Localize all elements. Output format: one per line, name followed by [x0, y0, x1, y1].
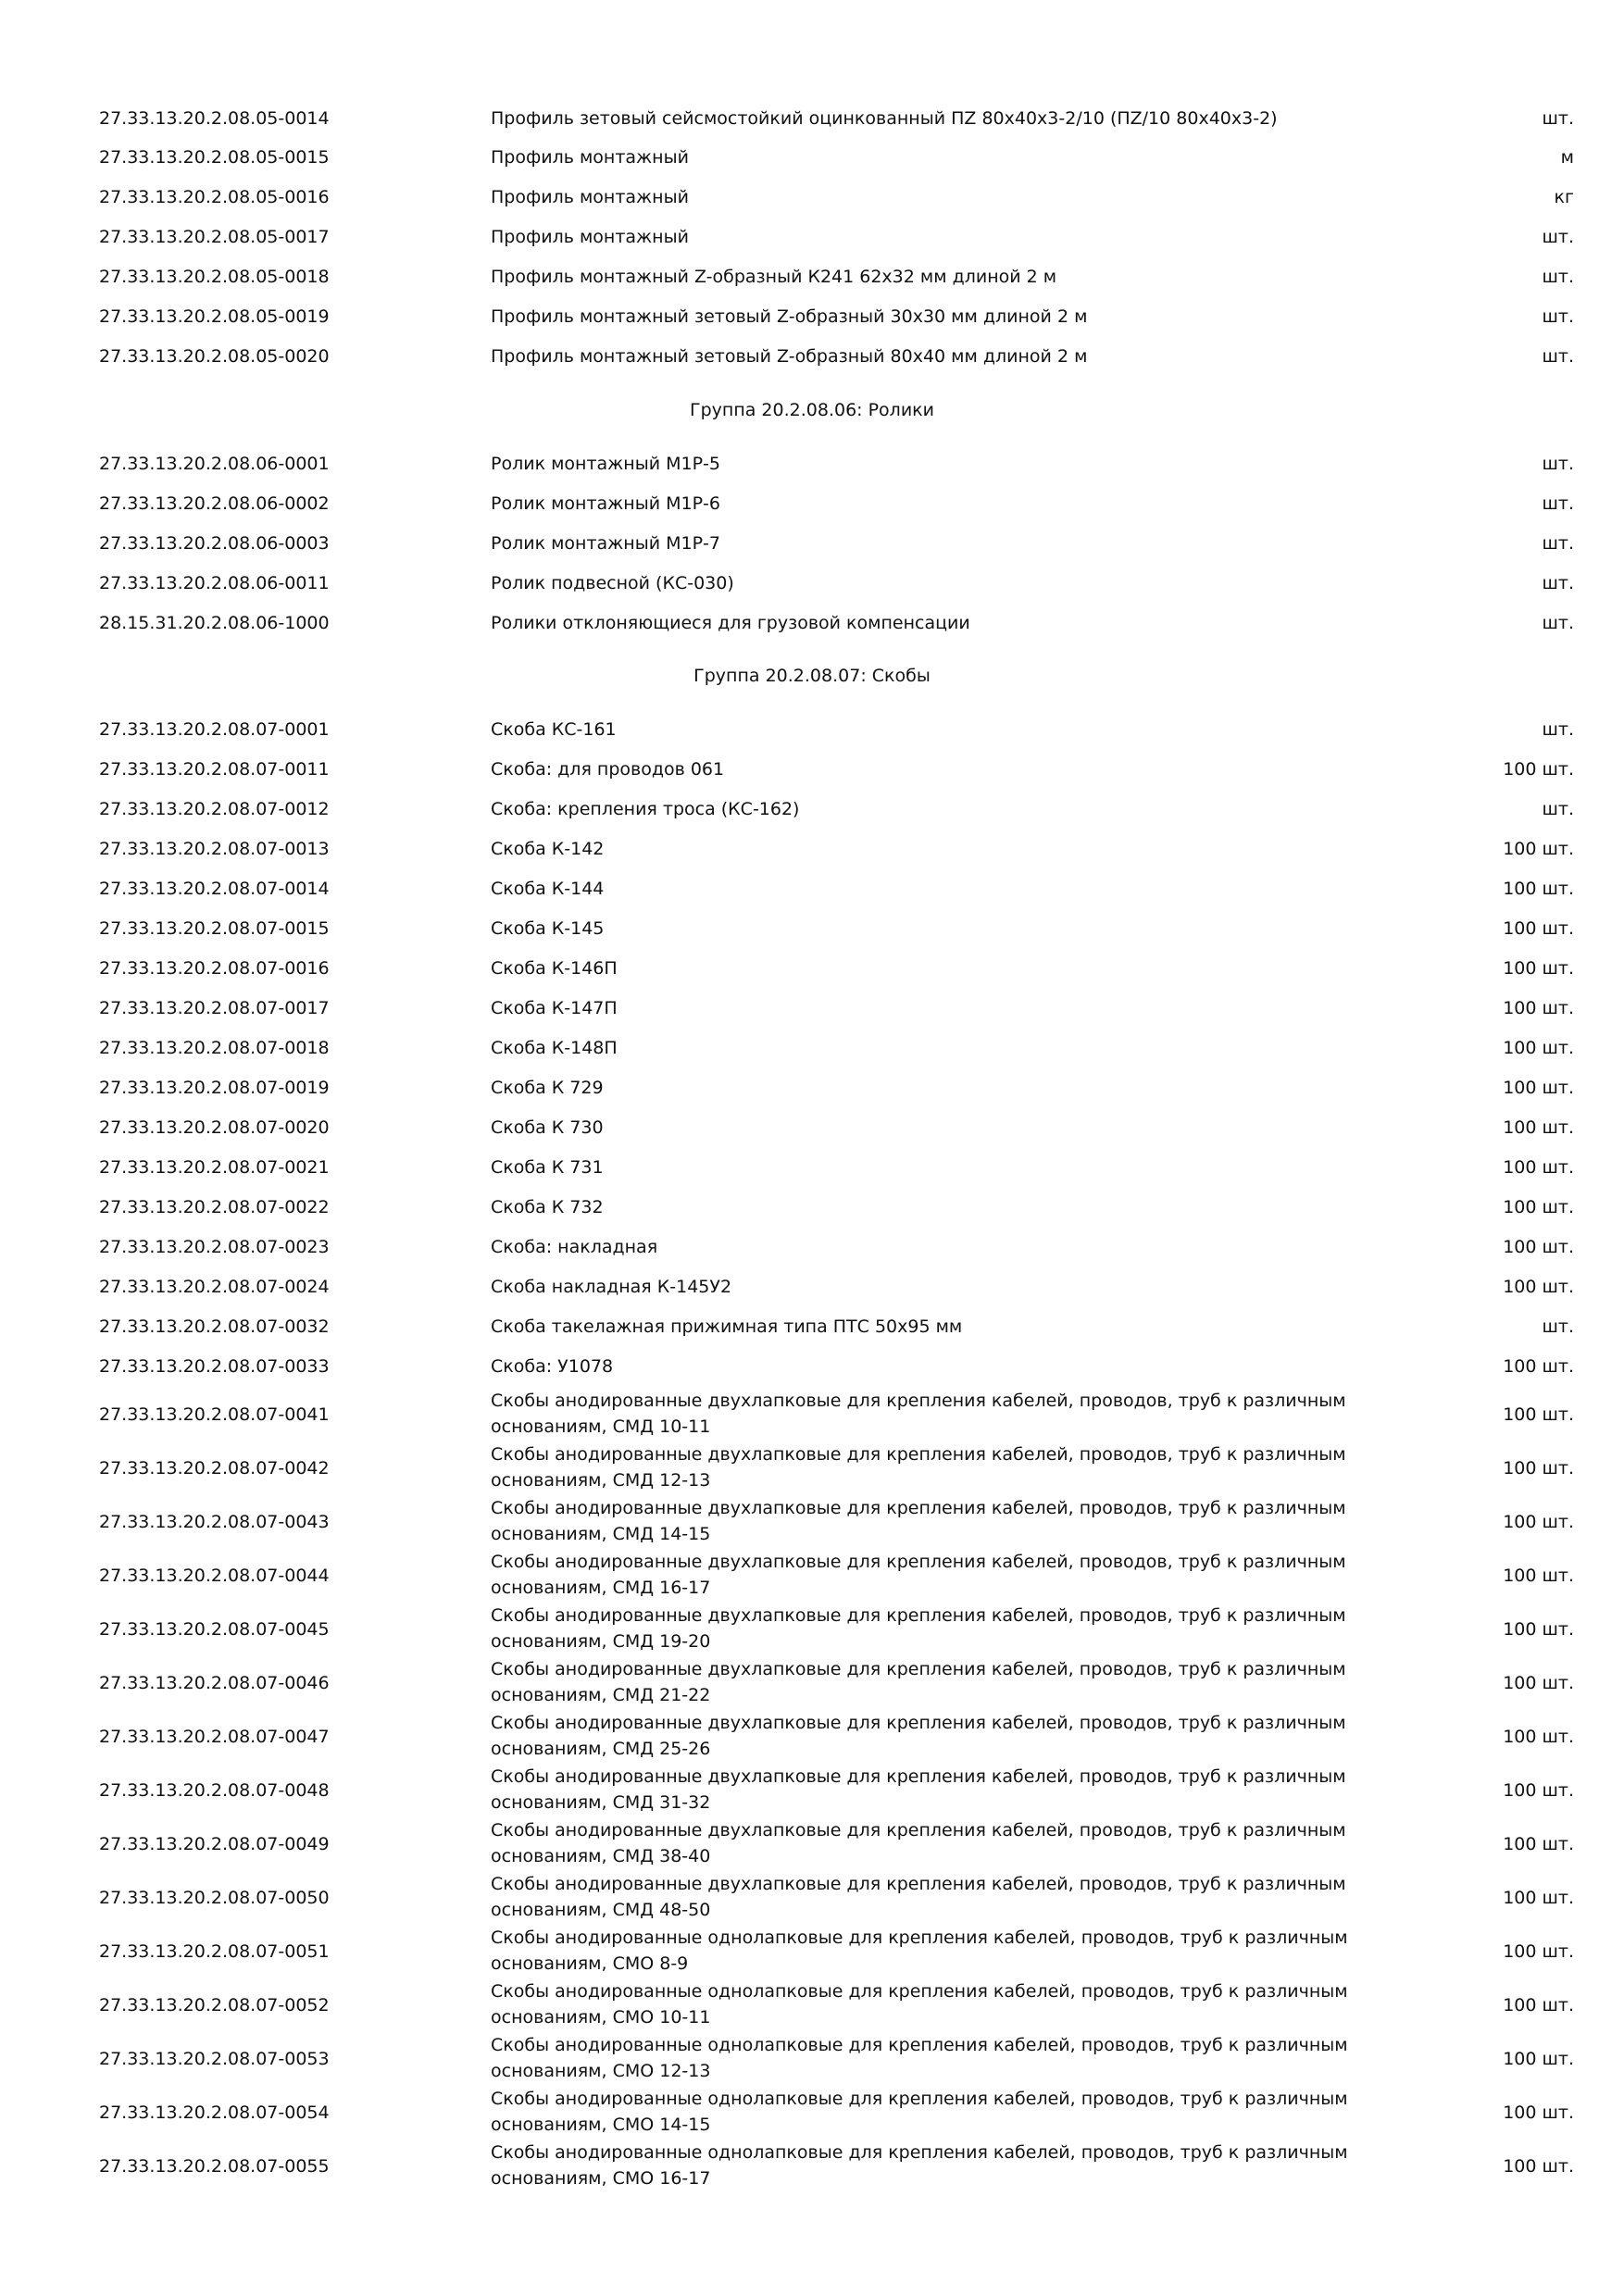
item-name: Скобы анодированные однолапковые для крепления кабелей, проводов, труб к различным основаниям, СМО 12-13 — [491, 2035, 1348, 2081]
item-code: 27.33.13.20.2.08.05-0014 — [99, 108, 330, 129]
item-name: Скобы анодированные двухлапковые для крепления кабелей, проводов, труб к различным основаниям, СМД 38-40 — [491, 1820, 1346, 1866]
item-name: Профиль монтажный зетовый Z-образный 80х40 мм длиной 2 м — [491, 346, 1088, 367]
table-row — [0, 2086, 1624, 2140]
item-code: 27.33.13.20.2.08.07-0041 — [99, 1404, 330, 1425]
item-unit: шт. — [1542, 346, 1574, 367]
item-code: 27.33.13.20.2.08.07-0043 — [99, 1512, 330, 1532]
item-unit: 100 шт. — [1503, 1078, 1574, 1098]
item-unit: 100 шт. — [1503, 1038, 1574, 1058]
item-code: 27.33.13.20.2.08.07-0053 — [99, 2049, 330, 2069]
item-unit: м — [1560, 147, 1574, 168]
item-code: 27.33.13.20.2.08.06-0002 — [99, 493, 330, 514]
table-row — [0, 1871, 1624, 1925]
item-code: 27.33.13.20.2.08.07-0024 — [99, 1277, 330, 1297]
item-name: Ролик монтажный М1Р-7 — [491, 533, 720, 554]
item-unit: 100 шт. — [1503, 958, 1574, 979]
item-code: 27.33.13.20.2.08.07-0050 — [99, 1888, 330, 1908]
item-unit: кг — [1554, 187, 1574, 207]
item-name: Ролик монтажный М1Р-6 — [491, 493, 720, 514]
item-name: Скоба: У1078 — [491, 1356, 614, 1377]
item-code: 27.33.13.20.2.08.07-0001 — [99, 719, 330, 740]
item-name: Скобы анодированные двухлапковые для крепления кабелей, проводов, труб к различным основаниям, СМД 14-15 — [491, 1498, 1346, 1544]
item-unit: 100 шт. — [1503, 2049, 1574, 2069]
item-unit: 100 шт. — [1503, 759, 1574, 780]
item-unit: 100 шт. — [1503, 1995, 1574, 2015]
item-code: 27.33.13.20.2.08.07-0020 — [99, 1117, 330, 1138]
group-heading: Группа 20.2.08.06: Ролики — [690, 400, 934, 420]
item-code: 27.33.13.20.2.08.05-0018 — [99, 267, 330, 287]
item-unit: шт. — [1542, 613, 1574, 633]
item-unit: шт. — [1542, 454, 1574, 474]
table-row — [0, 1603, 1624, 1656]
item-code: 27.33.13.20.2.08.07-0013 — [99, 839, 330, 859]
item-unit: 100 шт. — [1503, 2103, 1574, 2123]
item-name: Ролик монтажный М1Р-5 — [491, 454, 720, 474]
item-name: Скоба: для проводов 061 — [491, 759, 725, 780]
item-name: Скоба КС-161 — [491, 719, 617, 740]
group-heading: Группа 20.2.08.07: Скобы — [693, 666, 931, 686]
item-name: Скоба: крепления троса (КС-162) — [491, 799, 800, 819]
item-name: Профиль зетовый сейсмостойкий оцинкованный ПZ 80х40х3-2/10 (ПZ/10 80х40х3-2) — [491, 108, 1278, 129]
item-name: Скоба К-147П — [491, 998, 618, 1018]
item-unit: 100 шт. — [1503, 1619, 1574, 1640]
item-unit: 100 шт. — [1503, 879, 1574, 899]
item-name: Скобы анодированные однолапковые для крепления кабелей, проводов, труб к различным основаниям, СМО 10-11 — [491, 1981, 1348, 2028]
item-name: Скоба: накладная — [491, 1237, 658, 1257]
item-code: 27.33.13.20.2.08.07-0012 — [99, 799, 330, 819]
item-unit: 100 шт. — [1503, 1673, 1574, 1693]
item-name: Скоба К 731 — [491, 1157, 604, 1178]
item-unit: 100 шт. — [1503, 839, 1574, 859]
item-name: Скоба К-144 — [491, 879, 605, 899]
item-code: 28.15.31.20.2.08.06-1000 — [99, 613, 330, 633]
item-name: Скоба К-148П — [491, 1038, 618, 1058]
item-code: 27.33.13.20.2.08.07-0018 — [99, 1038, 330, 1058]
item-code: 27.33.13.20.2.08.07-0044 — [99, 1566, 330, 1586]
item-name: Профиль монтажный зетовый Z-образный 30х30 мм длиной 2 м — [491, 306, 1088, 327]
table-row — [0, 1549, 1624, 1603]
item-unit: 100 шт. — [1503, 1157, 1574, 1178]
item-name: Профиль монтажный Z-образный К241 62х32 мм длиной 2 м — [491, 267, 1057, 287]
item-unit: 100 шт. — [1503, 1404, 1574, 1425]
item-unit: 100 шт. — [1503, 1566, 1574, 1586]
item-unit: 100 шт. — [1503, 998, 1574, 1018]
table-row — [0, 1388, 1624, 1441]
item-code: 27.33.13.20.2.08.07-0049 — [99, 1834, 330, 1854]
item-code: 27.33.13.20.2.08.07-0023 — [99, 1237, 330, 1257]
item-name: Скоба К 730 — [491, 1117, 604, 1138]
item-code: 27.33.13.20.2.08.07-0054 — [99, 2103, 330, 2123]
item-code: 27.33.13.20.2.08.07-0015 — [99, 918, 330, 939]
item-code: 27.33.13.20.2.08.07-0052 — [99, 1995, 330, 2015]
item-unit: 100 шт. — [1503, 1277, 1574, 1297]
item-code: 27.33.13.20.2.08.07-0021 — [99, 1157, 330, 1178]
item-code: 27.33.13.20.2.08.07-0048 — [99, 1780, 330, 1801]
table-row — [0, 2032, 1624, 2086]
item-unit: шт. — [1542, 306, 1574, 327]
item-name: Профиль монтажный — [491, 187, 689, 207]
item-code: 27.33.13.20.2.08.07-0045 — [99, 1619, 330, 1640]
item-code: 27.33.13.20.2.08.07-0042 — [99, 1458, 330, 1479]
item-name: Скобы анодированные двухлапковые для крепления кабелей, проводов, труб к различным основаниям, СМД 16-17 — [491, 1552, 1346, 1598]
item-code: 27.33.13.20.2.08.07-0033 — [99, 1356, 330, 1377]
item-name: Скобы анодированные двухлапковые для крепления кабелей, проводов, труб к различным основаниям, СМД 31-32 — [491, 1766, 1346, 1813]
table-row — [0, 1925, 1624, 1978]
item-unit: шт. — [1542, 493, 1574, 514]
item-unit: шт. — [1542, 267, 1574, 287]
item-name: Скобы анодированные однолапковые для крепления кабелей, проводов, труб к различным основаниям, СМО 14-15 — [491, 2089, 1348, 2135]
item-code: 27.33.13.20.2.08.07-0047 — [99, 1727, 330, 1747]
item-unit: 100 шт. — [1503, 1941, 1574, 1962]
item-unit: шт. — [1542, 799, 1574, 819]
item-unit: шт. — [1542, 1316, 1574, 1337]
item-code: 27.33.13.20.2.08.06-0001 — [99, 454, 330, 474]
item-unit: 100 шт. — [1503, 1197, 1574, 1217]
item-name: Скоба такелажная прижимная типа ПТС 50х95 мм — [491, 1316, 963, 1337]
table-row — [0, 1656, 1624, 1710]
item-name: Скобы анодированные двухлапковые для крепления кабелей, проводов, труб к различным основаниям, СМД 12-13 — [491, 1444, 1346, 1491]
item-name: Ролик подвесной (КС-030) — [491, 573, 734, 593]
item-code: 27.33.13.20.2.08.05-0020 — [99, 346, 330, 367]
item-name: Скобы анодированные двухлапковые для крепления кабелей, проводов, труб к различным основаниям, СМД 21-22 — [491, 1659, 1346, 1705]
item-unit: шт. — [1542, 573, 1574, 593]
item-code: 27.33.13.20.2.08.05-0017 — [99, 227, 330, 247]
item-unit: 100 шт. — [1503, 1888, 1574, 1908]
item-code: 27.33.13.20.2.08.05-0015 — [99, 147, 330, 168]
table-row — [0, 1710, 1624, 1764]
item-code: 27.33.13.20.2.08.07-0016 — [99, 958, 330, 979]
item-name: Профиль монтажный — [491, 227, 689, 247]
item-name: Скоба К-146П — [491, 958, 618, 979]
item-name: Скоба накладная К-145У2 — [491, 1277, 732, 1297]
item-unit: 100 шт. — [1503, 1780, 1574, 1801]
item-code: 27.33.13.20.2.08.07-0017 — [99, 998, 330, 1018]
item-unit: 100 шт. — [1503, 918, 1574, 939]
table-row — [0, 1817, 1624, 1871]
item-unit: 100 шт. — [1503, 1512, 1574, 1532]
item-unit: 100 шт. — [1503, 1727, 1574, 1747]
item-name: Профиль монтажный — [491, 147, 689, 168]
item-code: 27.33.13.20.2.08.06-0003 — [99, 533, 330, 554]
item-code: 27.33.13.20.2.08.07-0022 — [99, 1197, 330, 1217]
table-row — [0, 1978, 1624, 2032]
item-code: 27.33.13.20.2.08.07-0011 — [99, 759, 330, 780]
item-name: Ролики отклоняющиеся для грузовой компенсации — [491, 613, 970, 633]
item-unit: шт. — [1542, 108, 1574, 129]
table-row — [0, 1495, 1624, 1549]
item-unit: шт. — [1542, 533, 1574, 554]
item-name: Скобы анодированные двухлапковые для крепления кабелей, проводов, труб к различным основаниям, СМД 10-11 — [491, 1391, 1346, 1437]
item-code: 27.33.13.20.2.08.05-0016 — [99, 187, 330, 207]
item-code: 27.33.13.20.2.08.07-0014 — [99, 879, 330, 899]
item-code: 27.33.13.20.2.08.07-0019 — [99, 1078, 330, 1098]
item-name: Скобы анодированные однолапковые для крепления кабелей, проводов, труб к различным основаниям, СМО 8-9 — [491, 1928, 1348, 1974]
table-row — [0, 1764, 1624, 1817]
item-unit: 100 шт. — [1503, 1117, 1574, 1138]
item-code: 27.33.13.20.2.08.07-0046 — [99, 1673, 330, 1693]
table-row — [0, 2140, 1624, 2193]
item-unit: 100 шт. — [1503, 1237, 1574, 1257]
item-unit: шт. — [1542, 719, 1574, 740]
item-code: 27.33.13.20.2.08.07-0051 — [99, 1941, 330, 1962]
item-name: Скоба К 729 — [491, 1078, 604, 1098]
item-code: 27.33.13.20.2.08.07-0055 — [99, 2156, 330, 2177]
item-unit: шт. — [1542, 227, 1574, 247]
item-code: 27.33.13.20.2.08.07-0032 — [99, 1316, 330, 1337]
item-name: Скоба К-145 — [491, 918, 605, 939]
item-name: Скобы анодированные двухлапковые для крепления кабелей, проводов, труб к различным основаниям, СМД 19-20 — [491, 1605, 1346, 1652]
item-unit: 100 шт. — [1503, 2156, 1574, 2177]
item-name: Скобы анодированные двухлапковые для крепления кабелей, проводов, труб к различным основаниям, СМД 48-50 — [491, 1874, 1346, 1920]
item-unit: 100 шт. — [1503, 1356, 1574, 1377]
item-code: 27.33.13.20.2.08.05-0019 — [99, 306, 330, 327]
item-name: Скоба К 732 — [491, 1197, 604, 1217]
item-code: 27.33.13.20.2.08.06-0011 — [99, 573, 330, 593]
table-row — [0, 1441, 1624, 1495]
item-unit: 100 шт. — [1503, 1458, 1574, 1479]
item-name: Скобы анодированные однолапковые для крепления кабелей, проводов, труб к различным основаниям, СМО 16-17 — [491, 2142, 1348, 2189]
item-unit: 100 шт. — [1503, 1834, 1574, 1854]
item-name: Скоба К-142 — [491, 839, 605, 859]
item-name: Скобы анодированные двухлапковые для крепления кабелей, проводов, труб к различным основаниям, СМД 25-26 — [491, 1713, 1346, 1759]
